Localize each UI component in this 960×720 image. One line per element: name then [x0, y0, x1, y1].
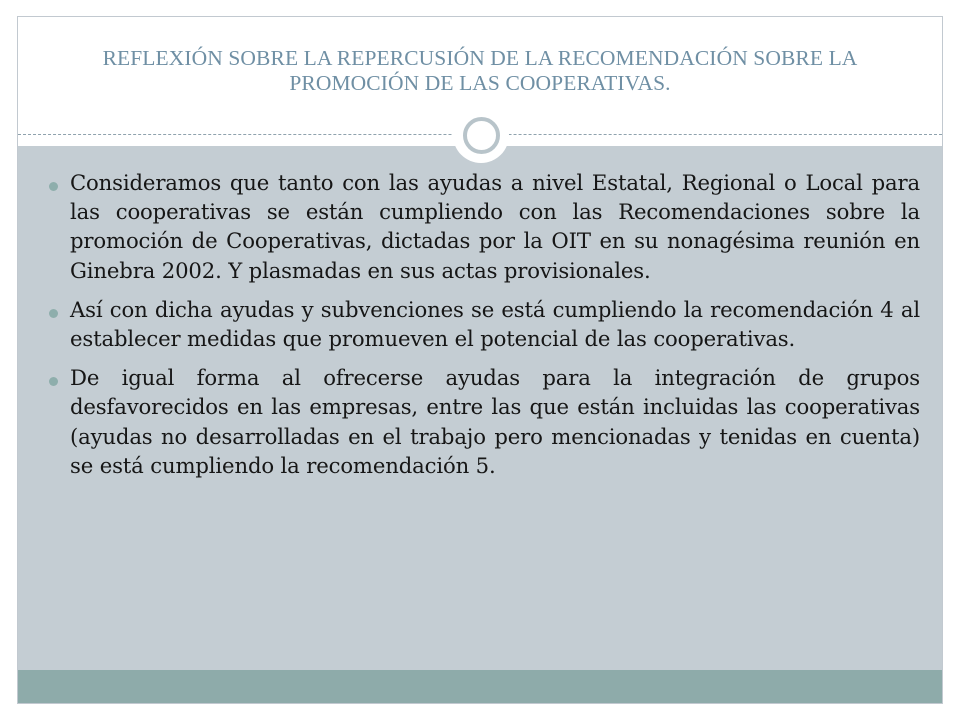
list-item — [48, 168, 920, 285]
bullet-text: Consideramos que tanto con las ayudas a nivel Estatal, Regional o Local para las cooperativas se están cumpliendo con las Recomendaciones sobre la promoción de Cooperativas, dictadas por la OIT en su nonagésima reunión en Ginebra 2002. Y plasmadas en sus actas provisionales. — [70, 170, 920, 283]
list-item — [48, 363, 920, 480]
circle-ring-icon — [453, 107, 509, 163]
list-item — [48, 295, 920, 353]
slide-title: REFLEXIÓN SOBRE LA REPERCUSIÓN DE LA RECOMENDACIÓN SOBRE LA PROMOCIÓN DE LAS COOPERATIVAS. — [102, 46, 858, 95]
circle-ring-inner — [463, 117, 500, 154]
bullet-list — [48, 168, 920, 490]
bullet-dot-icon — [49, 182, 58, 191]
bullet-dot-icon — [49, 377, 58, 386]
bullet-dot-icon — [49, 309, 58, 318]
bullet-text: De igual forma al ofrecerse ayudas para la integración de grupos desfavorecidos en las empresas, entre las que están incluidas las cooperativas (ayudas no desarrolladas en el trabajo pero mencionadas y tenidas en cuenta) se está cumpliendo la recomendación 5. — [70, 365, 920, 478]
bullet-text: Así con dicha ayudas y subvenciones se está cumpliendo la recomendación 4 al establecer medidas que promueven el potencial de las cooperativas. — [70, 296, 920, 352]
